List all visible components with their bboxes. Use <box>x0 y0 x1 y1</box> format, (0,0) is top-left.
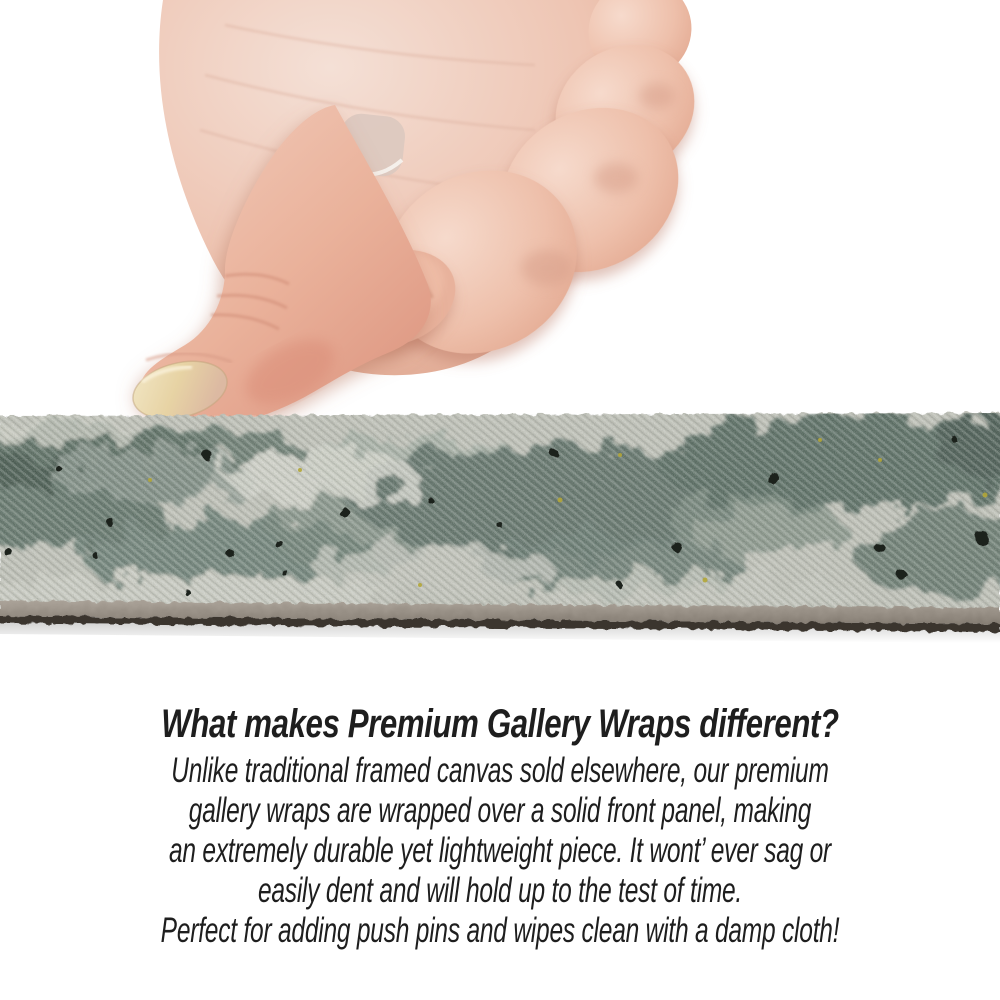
canvas-edge-photo <box>0 405 1000 645</box>
caption-body <box>150 751 850 951</box>
hand-photo <box>0 0 1000 440</box>
caption-line: easily dent and will hold up to the test of time. <box>257 871 743 910</box>
caption-block <box>0 700 1000 951</box>
caption-heading: What makes Premium Gallery Wraps different? <box>161 702 839 746</box>
caption-line: gallery wraps are wrapped over a solid front panel, making <box>188 791 812 830</box>
caption-line: an extremely durable yet lightweight piece. It wont’ ever sag or <box>168 831 832 870</box>
caption-line: Unlike traditional framed canvas sold elsewhere, our premium <box>171 751 829 790</box>
caption-line: Perfect for adding push pins and wipes clean with a damp cloth! <box>160 911 840 950</box>
